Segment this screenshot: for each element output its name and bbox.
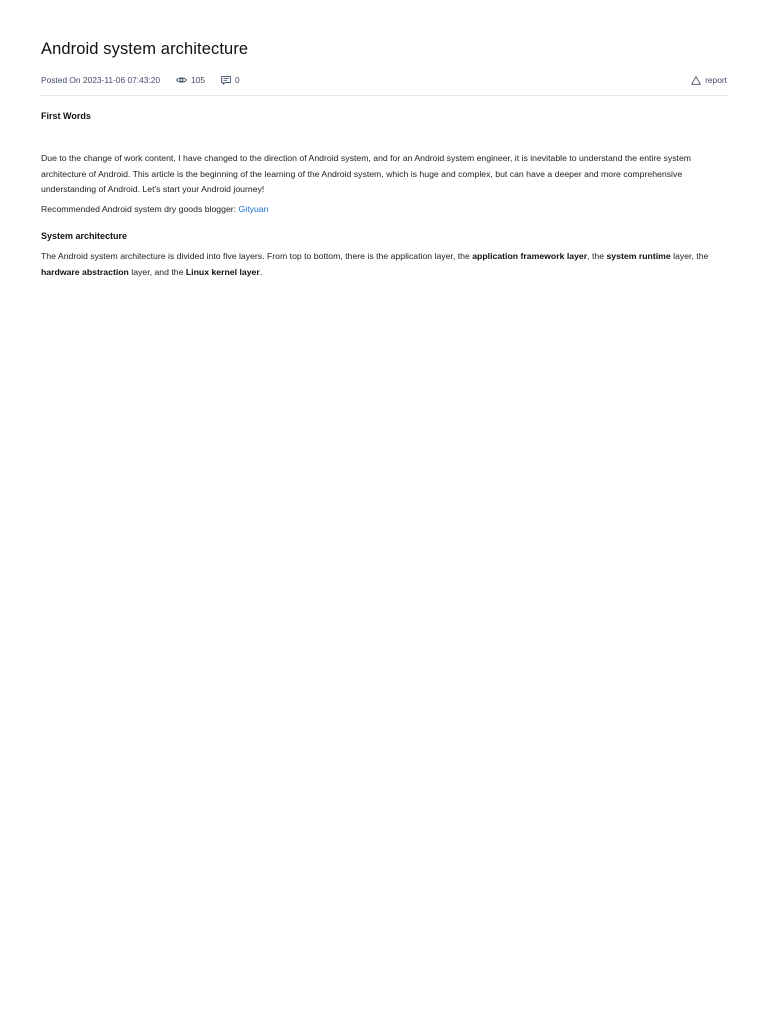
posted-date: Posted On 2023-11-06 07:43:20 [41, 75, 161, 85]
architecture-paragraph [41, 249, 727, 280]
meta-divider [41, 95, 727, 96]
arch-bold-framework: application framework layer [472, 250, 588, 261]
heading-first-words: First Words [41, 111, 91, 121]
intro-paragraph: Due to the change of work content, I have changed to the direction of Android system, and for an Android system engineer, it is inevitable to understand the entire system architecture of Android. This article is the beginning of the learning of the Android system, which is huge and complex, but can have a deeper and more comprehensive understanding of Android. Let's start your Android journey! [41, 153, 692, 195]
report-label: report [705, 75, 727, 85]
page-title: Android system architecture [41, 40, 249, 58]
arch-text-2: , the [587, 250, 607, 261]
comments-count[interactable] [221, 73, 240, 87]
arch-bold-runtime: system runtime [606, 250, 671, 261]
article-meta [41, 73, 727, 87]
views-value: 105 [191, 75, 206, 85]
views-count [176, 73, 205, 87]
arch-text-3: layer, the [670, 250, 709, 261]
recommendation-text: Recommended Android system dry goods blogger: [41, 204, 239, 215]
warning-triangle-icon [691, 76, 701, 85]
report-button[interactable] [691, 73, 727, 87]
comments-value: 0 [235, 75, 240, 85]
arch-bold-kernel: Linux kernel layer [185, 266, 260, 277]
arch-bold-hal: hardware abstraction [41, 266, 129, 277]
arch-text-5: . [259, 266, 263, 277]
arch-text-4: layer, and the [128, 266, 186, 277]
heading-system-architecture: System architecture [41, 230, 128, 241]
eye-icon [176, 76, 187, 84]
comment-icon [221, 76, 231, 85]
recommendation-paragraph [41, 202, 727, 218]
gityuan-link[interactable]: Gityuan [238, 204, 269, 215]
arch-text-1: The Android system architecture is divided into five layers. From top to bottom, there is the application layer, the [41, 250, 473, 261]
